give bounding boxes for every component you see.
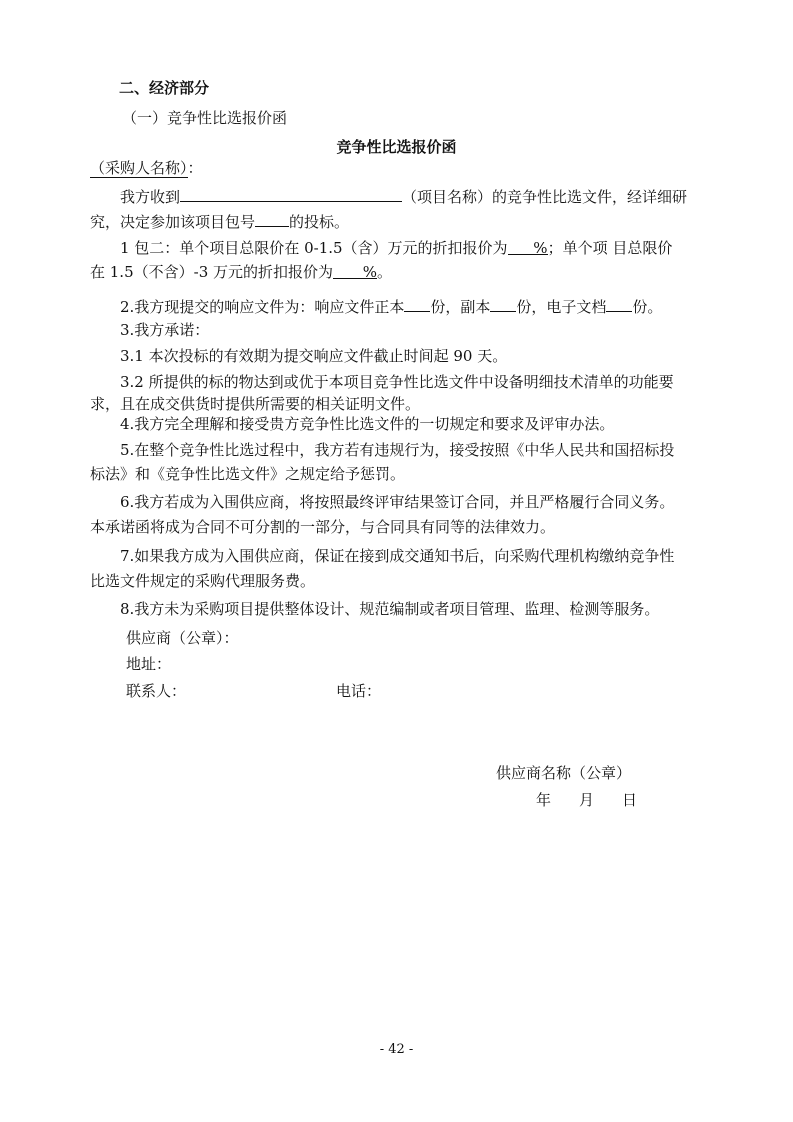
p2-text-d: 。 xyxy=(377,263,393,281)
discount-percent-1: % xyxy=(533,239,548,257)
p1-text-c: 究，决定参加该项目包号 xyxy=(90,213,256,231)
paragraph-8-line-2: 标法》和《竞争性比选文件》之规定给予惩罚。 xyxy=(90,465,406,483)
paragraph-1-line-1 xyxy=(120,185,687,207)
document-title: 竞争性比选报价函 xyxy=(336,138,457,156)
project-name-blank xyxy=(180,185,402,202)
discount-blank-2 xyxy=(333,262,377,279)
paragraph-5: 3.1 本次投标的有效期为提交响应文件截止时间起 90 天。 xyxy=(120,347,508,365)
day-label: 日 xyxy=(622,791,638,809)
p2-text-a: 1 包二：单个项目总限价在 0-1.5（含）万元的折扣报价为 xyxy=(120,239,508,257)
paragraph-2-line-2 xyxy=(90,262,392,282)
paragraph-11: 8.我方未为采购项目提供整体设计、规范编制或者项目管理、监理、检测等服务。 xyxy=(120,600,660,618)
duplicate-copies-blank xyxy=(490,295,516,312)
paragraph-9-line-1: 6.我方若成为入围供应商，将按照最终评审结果签订合同，并且严格履行合同义务。 xyxy=(120,493,675,511)
p3-text-c: 份，电子文档 xyxy=(516,298,607,316)
paragraph-6-line-2: 求，且在成交供货时提供所需要的相关证明文件。 xyxy=(90,395,421,413)
date-line xyxy=(536,790,637,810)
phone-label: 电话： xyxy=(336,682,382,700)
paragraph-10-line-2: 比选文件规定的采购代理服务费。 xyxy=(90,572,316,590)
p3-text-b: 份，副本 xyxy=(430,298,491,316)
addressee-colon: ： xyxy=(187,159,203,177)
p2-text-c: 在 1.5（不含）-3 万元的折扣报价为 xyxy=(90,263,334,281)
electronic-copies-blank xyxy=(606,295,632,312)
year-label: 年 xyxy=(536,791,552,809)
paragraph-1-line-2 xyxy=(90,210,349,232)
paragraph-9-line-2: 本承诺函将成为合同不可分割的一部分，与合同具有同等的法律效力。 xyxy=(90,518,556,536)
addressee-name: （采购人名称） xyxy=(90,159,188,177)
p3-text-d: 份。 xyxy=(632,298,663,316)
p1-text-b: （项目名称）的竞争性比选文件，经详细研 xyxy=(402,188,688,206)
subsection-title: （一）竞争性比选报价函 xyxy=(122,109,288,127)
p1-text-d: 的投标。 xyxy=(289,213,350,231)
p1-text-a: 我方收到 xyxy=(120,188,181,206)
section-title: 二、经济部分 xyxy=(119,79,210,97)
paragraph-3 xyxy=(120,295,662,317)
paragraph-7: 4.我方完全理解和接受贵方竞争性比选文件的一切规定和要求及评审办法。 xyxy=(120,415,615,433)
paragraph-8-line-1: 5.在整个竞争性比选过程中，我方若有违规行为，接受按照《中华人民共和国招标投 xyxy=(120,441,675,459)
supplier-seal-label: 供应商（公章）： xyxy=(126,629,239,647)
paragraph-4: 3.我方承诺： xyxy=(120,321,210,339)
page-number: - 42 - xyxy=(379,1042,414,1057)
discount-blank-1 xyxy=(508,238,548,255)
p2-text-b: ；单个项 目总限价 xyxy=(547,239,673,257)
paragraph-10-line-1: 7.如果我方成为入围供应商，保证在接到成交通知书后，向采购代理机构缴纳竞争性 xyxy=(120,547,675,565)
package-number-blank xyxy=(255,210,289,227)
discount-percent-2: % xyxy=(362,263,378,281)
p3-text-a: 2.我方现提交的响应文件为：响应文件正本 xyxy=(120,298,405,316)
month-label: 月 xyxy=(579,791,595,809)
paragraph-2-line-1 xyxy=(120,238,672,258)
paragraph-6-line-1: 3.2 所提供的标的物达到或优于本项目竞争性比选文件中设备明细技术清单的功能要 xyxy=(120,373,674,391)
supplier-name-seal-label: 供应商名称（公章） xyxy=(496,764,632,782)
addressee-line xyxy=(90,158,203,178)
contact-label: 联系人： xyxy=(126,682,187,700)
original-copies-blank xyxy=(404,295,430,312)
address-label: 地址： xyxy=(126,655,172,673)
